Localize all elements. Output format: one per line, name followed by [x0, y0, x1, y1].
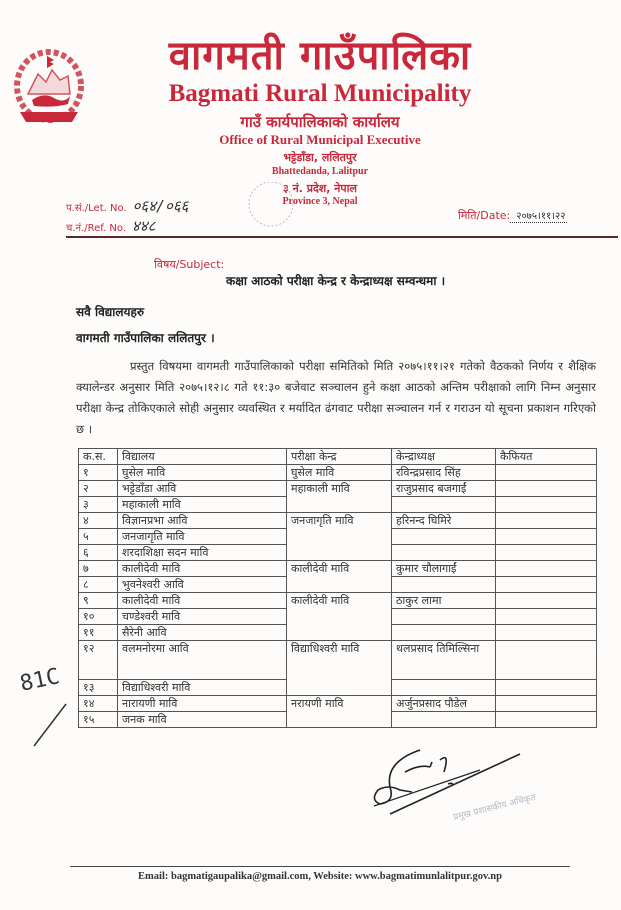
row-school: वलमनोरमा आवि [118, 641, 287, 680]
row-sn: ६ [79, 545, 118, 561]
row-remarks [496, 625, 597, 641]
row-sn: १ [79, 465, 118, 481]
row-remarks [496, 577, 597, 593]
province-nepali: ३ नं. प्रदेश, नेपाल [283, 182, 357, 195]
footer-contact: Email: bagmatigaupalika@gmail.com, Website: www.bagmatimunlalitpur.gov.np [138, 871, 502, 882]
office-name-nepali: गाउँ कार्यपालिकाको कार्यालय [240, 113, 400, 131]
letter-date [458, 208, 567, 223]
row-supervisor [392, 577, 496, 593]
header-remarks: कैफियत [496, 449, 597, 465]
row-supervisor: रविन्द्रप्रसाद सिंह [392, 465, 496, 481]
row-remarks [496, 712, 597, 728]
row-supervisor: थलप्रसाद तिमिल्सिना [392, 641, 496, 680]
address-nepali: भट्टेडाँडा, ललितपुर [283, 151, 357, 164]
reference-number-label: च.नं./Ref. No. [66, 223, 127, 234]
row-supervisor: हरिनन्द घिमिरे [392, 513, 496, 529]
row-school: शरदाशिक्षा सदन मावि [118, 545, 287, 561]
row-supervisor [392, 609, 496, 625]
table-row [79, 641, 597, 680]
header-supervisor: केन्द्राध्यक्ष [392, 449, 496, 465]
row-sn: ३ [79, 497, 118, 513]
row-center: कालीदेवी मावि [287, 561, 392, 593]
row-remarks [496, 641, 597, 680]
row-remarks [496, 609, 597, 625]
row-remarks [496, 497, 597, 513]
office-seal-stamp [238, 182, 304, 232]
row-sn: ७ [79, 561, 118, 577]
row-supervisor [392, 680, 496, 696]
row-supervisor [392, 545, 496, 561]
municipality-title-nepali: वागमती गाउँपालिका [168, 32, 472, 79]
margin-slash-mark [30, 700, 70, 750]
office-name-english: Office of Rural Municipal Executive [219, 132, 421, 147]
row-supervisor: कुमार चौलागाईं [392, 561, 496, 577]
table-row [79, 513, 597, 529]
signature-stamp: प्रमुख प्रशासकीय अधिकृत [452, 792, 537, 824]
row-center: कालीदेवी मावि [287, 593, 392, 641]
row-supervisor: राजुप्रसाद बजगाईं [392, 481, 496, 497]
header-exam-center: परीक्षा केन्द्र [287, 449, 392, 465]
row-remarks [496, 561, 597, 577]
row-school: भट्टेडाँडा आवि [118, 481, 287, 497]
row-school: कालीदेवी मावि [118, 593, 287, 609]
row-sn: १५ [79, 712, 118, 728]
row-supervisor: ठाकुर लामा [392, 593, 496, 609]
row-sn: ५ [79, 529, 118, 545]
row-school: विज्ञानप्रभा आवि [118, 513, 287, 529]
row-center: विद्याधिश्वरी मावि [287, 641, 392, 696]
row-school: जनक मावि [118, 712, 287, 728]
row-sn: १० [79, 609, 118, 625]
reference-number [66, 216, 155, 236]
row-school: महाकाली मावि [118, 497, 287, 513]
header-sn: क.स. [79, 449, 118, 465]
row-remarks [496, 481, 597, 497]
subject-text: कक्षा आठको परीक्षा केन्द्र र केन्द्राध्यक्ष सम्वन्धमा । [226, 274, 446, 288]
table-row [79, 593, 597, 609]
row-remarks [496, 680, 597, 696]
row-school: सैरेनी आवि [118, 625, 287, 641]
address-english: Bhattedanda, Lalitpur [271, 166, 369, 177]
row-school: जनजागृति मावि [118, 529, 287, 545]
handwritten-margin-note: 81C [17, 664, 62, 697]
exam-center-table [78, 448, 597, 728]
row-sn: ४ [79, 513, 118, 529]
row-supervisor [392, 712, 496, 728]
row-school: घुसेल मावि [118, 465, 287, 481]
row-school: नारायणी मावि [118, 696, 287, 712]
row-sn: ८ [79, 577, 118, 593]
letter-body: प्रस्तुत विषयमा वागमती गाउँपालिकाको परीक्षा समितिको मिति २०७५।११।२१ गतेको वैठकको निर्णय र शैक्षिक क्यालेन्डर अनुसार मिति २०७५।१२।८ गते ११:३० बजेवाट सञ्चालन हुने कक्षा आठको अन्तिम परीक्षाको लागि निम्न अनुसार परीक्षा केन्द्र तोकिएकाले सोही अनुसार व्यवस्थित र मर्यादित ढंगवाट परीक्षा सञ्चालन गर्न र गराउन यो सूचना प्रकाशन गरिएको छ । [76, 359, 596, 436]
salutation: सवै विद्यालयहरु [76, 305, 145, 319]
province-english: Province 3, Nepal [282, 196, 358, 207]
row-supervisor [392, 529, 496, 545]
row-supervisor [392, 497, 496, 513]
letter-number [66, 196, 188, 216]
row-remarks [496, 545, 597, 561]
subject-label: विषय/Subject: [154, 258, 225, 271]
footer-divider [70, 866, 570, 867]
row-school: कालीदेवी मावि [118, 561, 287, 577]
row-center: महाकाली मावि [287, 481, 392, 513]
row-remarks [496, 513, 597, 529]
row-center: नरायणी मावि [287, 696, 392, 728]
header-school: विद्यालय [118, 449, 287, 465]
table-row [79, 696, 597, 712]
row-center: जनजागृति मावि [287, 513, 392, 561]
table-row [79, 561, 597, 577]
table-row [79, 465, 597, 481]
recipient: वागमती गाउँपालिका ललितपुर । [76, 331, 215, 345]
letter-number-label: प.सं./Let. No. [66, 203, 127, 214]
table-header-row [79, 449, 597, 465]
table-row [79, 481, 597, 497]
row-sn: २ [79, 481, 118, 497]
row-remarks [496, 696, 597, 712]
letter-number-value: ०६४/०६६ [132, 197, 189, 215]
row-remarks [496, 465, 597, 481]
row-supervisor: अर्जुनप्रसाद पौडेल [392, 696, 496, 712]
row-sn: ९ [79, 593, 118, 609]
municipality-title-english: Bagmati Rural Municipality [168, 80, 472, 107]
header-divider [66, 236, 618, 238]
date-label: मिति/Date: [458, 209, 511, 222]
row-school: भुवनेश्वरी आवि [118, 577, 287, 593]
government-emblem [14, 48, 84, 128]
row-remarks [496, 529, 597, 545]
row-supervisor [392, 625, 496, 641]
reference-number-value: ४४८ [132, 217, 156, 235]
row-sn: १३ [79, 680, 118, 696]
row-school: विद्याधिश्वरी मावि [118, 680, 287, 696]
row-sn: ११ [79, 625, 118, 641]
row-sn: १४ [79, 696, 118, 712]
row-center: घुसेल मावि [287, 465, 392, 481]
row-remarks [496, 593, 597, 609]
date-value: २०७५।११।२२ [510, 211, 567, 223]
row-school: चण्डेश्वरी मावि [118, 609, 287, 625]
row-sn: १२ [79, 641, 118, 680]
